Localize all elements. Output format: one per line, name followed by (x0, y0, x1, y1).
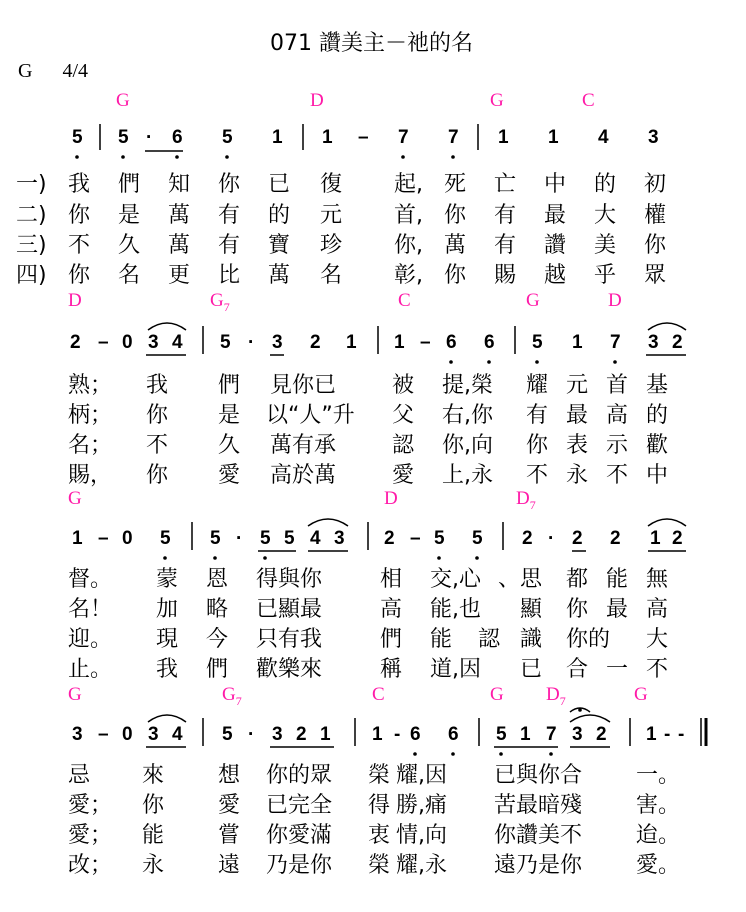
note: 5 (260, 528, 271, 549)
note: 2 (572, 528, 583, 549)
lyric-syllable: 更 (168, 263, 191, 288)
note: 7 (610, 332, 621, 353)
note: 5 (72, 127, 83, 148)
note: · (236, 528, 243, 549)
note: 5 (118, 127, 129, 148)
octave-dot (487, 360, 491, 364)
note: – (358, 127, 369, 148)
time-signature: 4/4 (62, 60, 89, 82)
lyric-syllable: 父 (392, 403, 415, 428)
lyric-syllable: 乎 (594, 263, 617, 288)
octave-dot (401, 155, 405, 159)
lyric-syllable: 改； (68, 853, 113, 878)
lyric-syllable: 的 (646, 403, 669, 428)
lyric-syllable: 能 (606, 567, 629, 592)
verse-label-1: 一) (16, 172, 47, 197)
lyric-syllable: 愛 (218, 793, 241, 818)
chord: D (68, 290, 82, 311)
lyric-syllable: 表 (566, 433, 589, 458)
lyric-syllable: 有 (218, 203, 241, 228)
note: 0 (122, 724, 133, 745)
octave-dot (449, 360, 453, 364)
lyric-syllable: 賜， (68, 463, 113, 488)
lyric-syllable: 衷 (368, 823, 391, 848)
lyric-syllable: 元 (566, 373, 589, 398)
lyric-syllable: 得 (368, 793, 391, 818)
note: 2 (610, 528, 621, 549)
fermata-dot (578, 708, 582, 712)
lyric-syllable: 眾 (644, 263, 667, 288)
lyric-syllable: 你 (218, 172, 241, 197)
note: 7 (448, 127, 459, 148)
lyric-syllable: 大 (646, 627, 669, 652)
note: 1 (320, 724, 331, 745)
note: - (394, 724, 401, 745)
lyric-syllable: 示 (606, 433, 629, 458)
lyric-syllable: 愛。 (636, 853, 681, 878)
lyric-syllable: 你 (68, 263, 91, 288)
lyric-syllable: 彰, (394, 263, 423, 288)
lyric-syllable: 首, (394, 203, 423, 228)
lyric-syllable: 無 (646, 567, 669, 592)
lyric-syllable: 耀,因 (396, 763, 447, 788)
note: 6 (410, 724, 421, 745)
slur (148, 323, 186, 330)
lyric-syllable: 你 (146, 403, 169, 428)
lyric-syllable: 你 (444, 263, 467, 288)
lyric-syllable: 我 (156, 657, 179, 682)
chord: D (384, 488, 398, 509)
note: 1 (346, 332, 357, 353)
note: 1 (72, 528, 83, 549)
chord: $D_7$ (546, 684, 566, 708)
lyric-syllable: 知 (168, 172, 191, 197)
lyric-syllable: 萬 (168, 233, 191, 258)
chord: C (372, 684, 385, 705)
note: - (664, 724, 671, 745)
lyric-syllable: 識 (520, 627, 543, 652)
octave-dot (613, 360, 617, 364)
lyric-syllable: 迎。 (68, 627, 113, 652)
lyric-syllable: 高 (606, 403, 629, 428)
note: 4 (310, 528, 321, 549)
note: - (678, 724, 685, 745)
lyric-syllable: 一。 (636, 763, 681, 788)
lyric-syllable: 能,也 (430, 597, 481, 622)
note: 2 (522, 528, 533, 549)
octave-dot (535, 360, 539, 364)
lyric-syllable: 永 (142, 853, 165, 878)
octave-dot (413, 752, 417, 756)
chord: G (116, 90, 130, 111)
lyric-syllable: 我 (146, 373, 169, 398)
lyric-syllable: 是 (218, 403, 241, 428)
chord: C (582, 90, 595, 111)
lyric-syllable: 乃是你 (266, 853, 333, 878)
lyric-syllable: 被 (392, 373, 415, 398)
lyric-syllable: 名！ (68, 597, 113, 622)
chord: G (634, 684, 648, 705)
note: 4 (172, 724, 183, 745)
lyric-syllable: 認 (392, 433, 415, 458)
lyric-syllable: 情,向 (396, 823, 447, 848)
note: 2 (384, 528, 395, 549)
lyric-syllable: 榮 (368, 763, 391, 788)
chord: $G_7$ (210, 290, 230, 314)
lyric-syllable: 萬 (168, 203, 191, 228)
lyric-syllable: 止。 (68, 657, 113, 682)
lyric-syllable: 來 (142, 763, 165, 788)
note: 6 (448, 724, 459, 745)
lyric-syllable: 右,你 (442, 403, 493, 428)
note: 7 (546, 724, 557, 745)
lyric-syllable: 們 (118, 172, 141, 197)
lyric-syllable: 你讚美不 (494, 823, 583, 848)
lyric-syllable: 忌 (68, 763, 91, 788)
lyric-syllable: 亡 (494, 172, 517, 197)
lyric-syllable: 有 (526, 403, 549, 428)
note: 5 (472, 528, 483, 549)
lyric-syllable: 害。 (636, 793, 681, 818)
octave-dot (163, 556, 167, 560)
lyric-syllable: 已顯最 (256, 597, 323, 622)
chord: D (608, 290, 622, 311)
lyric-syllable: 首 (606, 373, 629, 398)
note: 3 (72, 724, 83, 745)
lyric-syllable: 你的眾 (266, 763, 333, 788)
note: 2 (310, 332, 321, 353)
lyric-syllable: 是 (118, 203, 141, 228)
lyric-syllable: 高 (380, 597, 403, 622)
note: 1 (372, 724, 383, 745)
note: 2 (296, 724, 307, 745)
note: · (248, 332, 255, 353)
lyric-syllable: 名 (118, 263, 141, 288)
note: 1 (548, 127, 559, 148)
chord: G (68, 684, 82, 705)
lyric-syllable: 美 (594, 233, 617, 258)
lyric-syllable: 得與你 (256, 567, 323, 592)
chord: $G_7$ (222, 684, 242, 708)
lyric-syllable: 道,因 (430, 657, 481, 682)
octave-dot (451, 155, 455, 159)
note: 3 (272, 724, 283, 745)
lyric-syllable: 交,心 (430, 567, 481, 592)
note: – (98, 332, 109, 353)
lyric-syllable: 今 (206, 627, 229, 652)
lyric-syllable: 能 (430, 627, 453, 652)
lyric-syllable: 你 (566, 597, 589, 622)
lyric-syllable: 現 (156, 627, 179, 652)
octave-dot (499, 752, 503, 756)
lyric-syllable: 的 (594, 172, 617, 197)
lyric-syllable: 已完全 (266, 793, 333, 818)
octave-dot (213, 556, 217, 560)
lyric-syllable: 你,向 (442, 433, 493, 458)
chord: D (310, 90, 324, 111)
lyric-syllable: 你 (526, 433, 549, 458)
lyric-syllable: 顯 (520, 597, 543, 622)
lyric-syllable: 想 (218, 763, 241, 788)
lyric-syllable: 你 (146, 463, 169, 488)
lyric-syllable: 越 (544, 263, 567, 288)
note: 3 (148, 332, 159, 353)
octave-dot (437, 556, 441, 560)
note: 5 (496, 724, 507, 745)
note: – (420, 332, 431, 353)
lyric-syllable: 已 (268, 172, 291, 197)
octave-dot (263, 556, 267, 560)
lyric-syllable: 督。 (68, 567, 113, 592)
lyric-syllable: 你 (444, 203, 467, 228)
lyric-syllable: 死 (444, 172, 467, 197)
note: 4 (172, 332, 183, 353)
chord: G (526, 290, 540, 311)
lyric-syllable: 見你已 (270, 373, 337, 398)
note: 0 (122, 332, 133, 353)
lyric-syllable: 元 (320, 203, 343, 228)
lyric-syllable: 提,榮 (442, 373, 493, 398)
note: 6 (446, 332, 457, 353)
lyric-syllable: 恩 (206, 567, 229, 592)
note: 1 (498, 127, 509, 148)
note: 1 (272, 127, 283, 148)
note: 5 (210, 528, 221, 549)
lyric-syllable: 萬有承 (270, 433, 337, 458)
lyric-syllable: 相 (380, 567, 403, 592)
lyric-syllable: 榮 (368, 853, 391, 878)
slur (308, 519, 348, 526)
note: 3 (334, 528, 345, 549)
note: 6 (172, 127, 183, 148)
note: 2 (672, 528, 683, 549)
lyric-syllable: 高於萬 (270, 463, 337, 488)
slur (570, 715, 610, 722)
lyric-syllable: 嘗 (218, 823, 241, 848)
lyric-syllable: 遠 (218, 853, 241, 878)
lyric-syllable: 、思 (498, 567, 543, 592)
lyric-syllable: 一 (606, 657, 629, 682)
lyric-syllable: 中 (646, 463, 669, 488)
lyric-syllable: 比 (218, 263, 241, 288)
note: 2 (596, 724, 607, 745)
lyric-syllable: 最 (566, 403, 589, 428)
lyric-syllable: 熟； (68, 373, 113, 398)
note: 1 (646, 724, 657, 745)
lyric-syllable: 讚 (544, 233, 567, 258)
note: 5 (222, 724, 233, 745)
lyric-syllable: 名； (68, 433, 113, 458)
lyric-syllable: 們 (206, 657, 229, 682)
lyric-syllable: 不 (68, 233, 91, 258)
octave-dot (475, 556, 479, 560)
chord: G (490, 684, 504, 705)
note: 3 (148, 724, 159, 745)
note: 1 (572, 332, 583, 353)
note: 3 (572, 724, 583, 745)
lyric-syllable: 復 (320, 172, 343, 197)
lyric-syllable: 遠乃是你 (494, 853, 583, 878)
note: · (548, 528, 555, 549)
lyric-syllable: 我 (68, 172, 91, 197)
chord: C (398, 290, 411, 311)
chord: $D_7$ (516, 488, 536, 512)
note: · (146, 127, 153, 148)
lyric-syllable: 們 (380, 627, 403, 652)
chord: G (490, 90, 504, 111)
lyric-syllable: 合 (566, 657, 589, 682)
slur (648, 519, 686, 526)
octave-dot (121, 155, 125, 159)
note: 5 (434, 528, 445, 549)
lyric-syllable: 不 (146, 433, 169, 458)
lyric-syllable: 珍 (320, 233, 343, 258)
lyric-syllable: 初 (644, 172, 667, 197)
lyric-syllable: 不 (526, 463, 549, 488)
lyric-syllable: 愛； (68, 793, 113, 818)
verse-label-3: 三) (16, 233, 47, 258)
lyric-syllable: 有 (218, 233, 241, 258)
lyric-syllable: 愛 (218, 463, 241, 488)
lyric-syllable: 中 (544, 172, 567, 197)
lyric-syllable: 們 (218, 373, 241, 398)
octave-dot (549, 752, 553, 756)
lyric-syllable: 權 (644, 203, 667, 228)
lyric-syllable: 不 (646, 657, 669, 682)
lyric-syllable: 你的 (566, 627, 611, 652)
note: – (98, 528, 109, 549)
note: 1 (394, 332, 405, 353)
lyric-syllable: 只有我 (256, 627, 323, 652)
lyric-syllable: 耀 (526, 373, 549, 398)
lyric-syllable: 你 (142, 793, 165, 818)
note: 1 (520, 724, 531, 745)
lyric-syllable: 加 (156, 597, 179, 622)
note: 5 (160, 528, 171, 549)
lyric-syllable: 略 (206, 597, 229, 622)
lyric-syllable: 不 (606, 463, 629, 488)
octave-dot (75, 155, 79, 159)
note: 5 (284, 528, 295, 549)
lyric-syllable: 寶 (268, 233, 291, 258)
lyric-syllable: 上,永 (442, 463, 493, 488)
slur (648, 323, 686, 330)
lyric-syllable: 你愛滿 (266, 823, 333, 848)
lyric-syllable: 耀,永 (396, 853, 447, 878)
lyric-syllable: 久 (218, 433, 241, 458)
lyric-syllable: 以“人”升 (266, 403, 355, 428)
chord: G (68, 488, 82, 509)
lyric-syllable: 認 (478, 627, 501, 652)
octave-dot (451, 752, 455, 756)
lyric-syllable: 萬 (268, 263, 291, 288)
note: 3 (648, 127, 659, 148)
lyric-syllable: 大 (594, 203, 617, 228)
lyric-syllable: 已與你合 (494, 763, 583, 788)
lyric-syllable: 都 (566, 567, 589, 592)
lyric-syllable: 稱 (380, 657, 403, 682)
lyric-syllable: 起, (394, 172, 423, 197)
note: 0 (122, 528, 133, 549)
lyric-syllable: 柄； (68, 403, 113, 428)
lyric-syllable: 你 (644, 233, 667, 258)
lyric-syllable: 賜 (494, 263, 517, 288)
lyric-syllable: 歡 (646, 433, 669, 458)
lyric-syllable: 久 (118, 233, 141, 258)
lyric-syllable: 最 (544, 203, 567, 228)
lyric-syllable: 高 (646, 597, 669, 622)
lyric-syllable: 愛 (392, 463, 415, 488)
note: 4 (598, 127, 609, 148)
lyric-syllable: 迨。 (636, 823, 681, 848)
lyric-syllable: 萬 (444, 233, 467, 258)
note: – (410, 528, 421, 549)
lyric-syllable: 愛； (68, 823, 113, 848)
lyric-syllable: 的 (268, 203, 291, 228)
note: 2 (70, 332, 81, 353)
lyric-syllable: 基 (646, 373, 669, 398)
lyric-syllable: 勝,痛 (396, 793, 447, 818)
lyric-syllable: 已 (520, 657, 543, 682)
octave-dot (175, 155, 179, 159)
note: 5 (532, 332, 543, 353)
lyric-syllable: 最 (606, 597, 629, 622)
lyric-syllable: 你, (394, 233, 423, 258)
note: 3 (648, 332, 659, 353)
note: – (98, 724, 109, 745)
lyric-syllable: 永 (566, 463, 589, 488)
note: 1 (322, 127, 333, 148)
note: · (248, 724, 255, 745)
note: 7 (398, 127, 409, 148)
lyric-syllable: 有 (494, 233, 517, 258)
song-title: 071 讚美主－祂的名 (270, 31, 473, 56)
lyric-syllable: 能 (142, 823, 165, 848)
note: 1 (650, 528, 661, 549)
note: 6 (484, 332, 495, 353)
lyric-syllable: 歡樂來 (256, 657, 323, 682)
note: 3 (272, 332, 283, 353)
verse-label-2: 二) (16, 203, 47, 228)
verse-label-4: 四) (16, 263, 47, 288)
key-name: G (18, 60, 33, 82)
note: 5 (222, 127, 233, 148)
note: 5 (220, 332, 231, 353)
lyric-syllable: 有 (494, 203, 517, 228)
lyric-syllable: 你 (68, 203, 91, 228)
lyric-syllable: 蒙 (156, 567, 179, 592)
note: 2 (672, 332, 683, 353)
octave-dot (225, 155, 229, 159)
lyric-syllable: 苦最暗殘 (494, 793, 583, 818)
slur (148, 715, 186, 722)
lyric-syllable: 名 (320, 263, 343, 288)
